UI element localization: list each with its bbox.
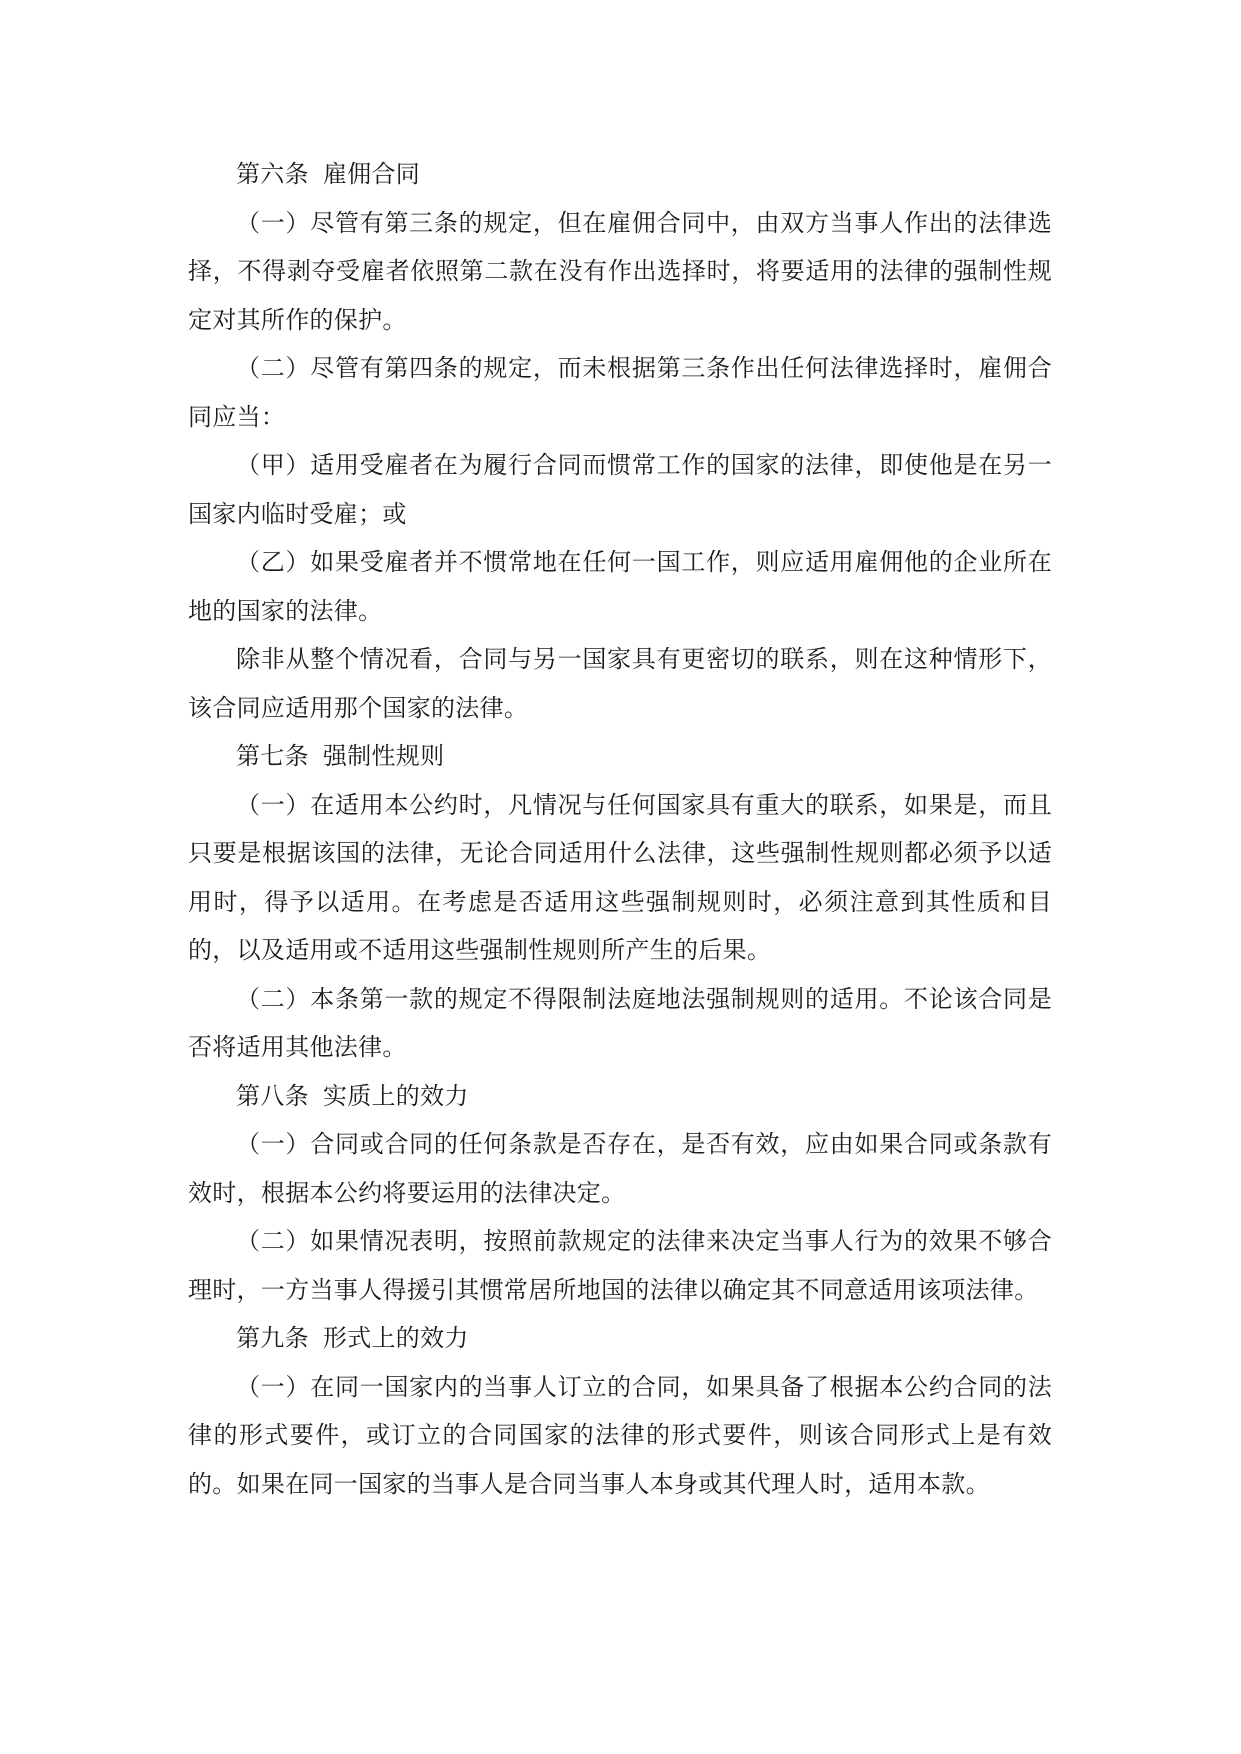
article-paragraph: （一）合同或合同的任何条款是否存在，是否有效，应由如果合同或条款有效时，根据本公约将要运用的法律决定。 — [188, 1130, 1052, 1207]
article-title: 雇佣合同 — [322, 160, 421, 188]
article-heading — [188, 1072, 1052, 1121]
article-number: 第七条 — [236, 742, 309, 770]
article-title: 强制性规则 — [322, 742, 445, 770]
document-page — [188, 150, 1052, 1508]
article-number: 第八条 — [236, 1081, 309, 1110]
article-heading — [188, 150, 1052, 199]
article-paragraph: （一）尽管有第三条的规定，但在雇佣合同中，由双方当事人作出的法律选择，不得剥夺受雇者依照第二款在没有作出选择时，将要适用的法律的强制性规定对其所作的保护。 — [188, 208, 1052, 334]
article-paragraph: （乙）如果受雇者并不惯常地在任何一国工作，则应适用雇佣他的企业所在地的国家的法律。 — [188, 548, 1052, 625]
article-paragraph: （一）在同一国家内的当事人订立的合同，如果具备了根据本公约合同的法律的形式要件，或订立的合同国家的法律的形式要件，则该合同形式上是有效的。如果在同一国家的当事人是合同当事人本身或其代理人时，适用本款。 — [188, 1372, 1052, 1498]
article-heading — [188, 732, 1052, 781]
article-paragraph: （二）如果情况表明，按照前款规定的法律来决定当事人行为的效果不够合理时，一方当事人得援引其惯常居所地国的法律以确定其不同意适用该项法律。 — [188, 1227, 1052, 1304]
article-paragraph: （二）尽管有第四条的规定，而未根据第三条作出任何法律选择时，雇佣合同应当： — [188, 354, 1052, 431]
article-title: 实质上的效力 — [322, 1081, 469, 1110]
article-paragraph: （甲）适用受雇者在为履行合同而惯常工作的国家的法律，即使他是在另一国家内临时受雇；或 — [188, 451, 1052, 528]
article-paragraph: 除非从整个情况看，合同与另一国家具有更密切的联系，则在这种情形下，该合同应适用那个国家的法律。 — [188, 645, 1052, 722]
article-paragraph: （一）在适用本公约时，凡情况与任何国家具有重大的联系，如果是，而且只要是根据该国的法律，无论合同适用什么法律，这些强制性规则都必须予以适用时，得予以适用。在考虑是否适用这些强制规则时，必须注意到其性质和目的，以及适用或不适用这些强制性规则所产生的后果。 — [188, 790, 1052, 964]
article-title: 形式上的效力 — [322, 1324, 469, 1352]
article-heading — [188, 1314, 1052, 1363]
article-number: 第九条 — [236, 1324, 309, 1352]
article-paragraph: （二）本条第一款的规定不得限制法庭地法强制规则的适用。不论该合同是否将适用其他法律。 — [188, 984, 1052, 1061]
article-number: 第六条 — [236, 160, 309, 188]
